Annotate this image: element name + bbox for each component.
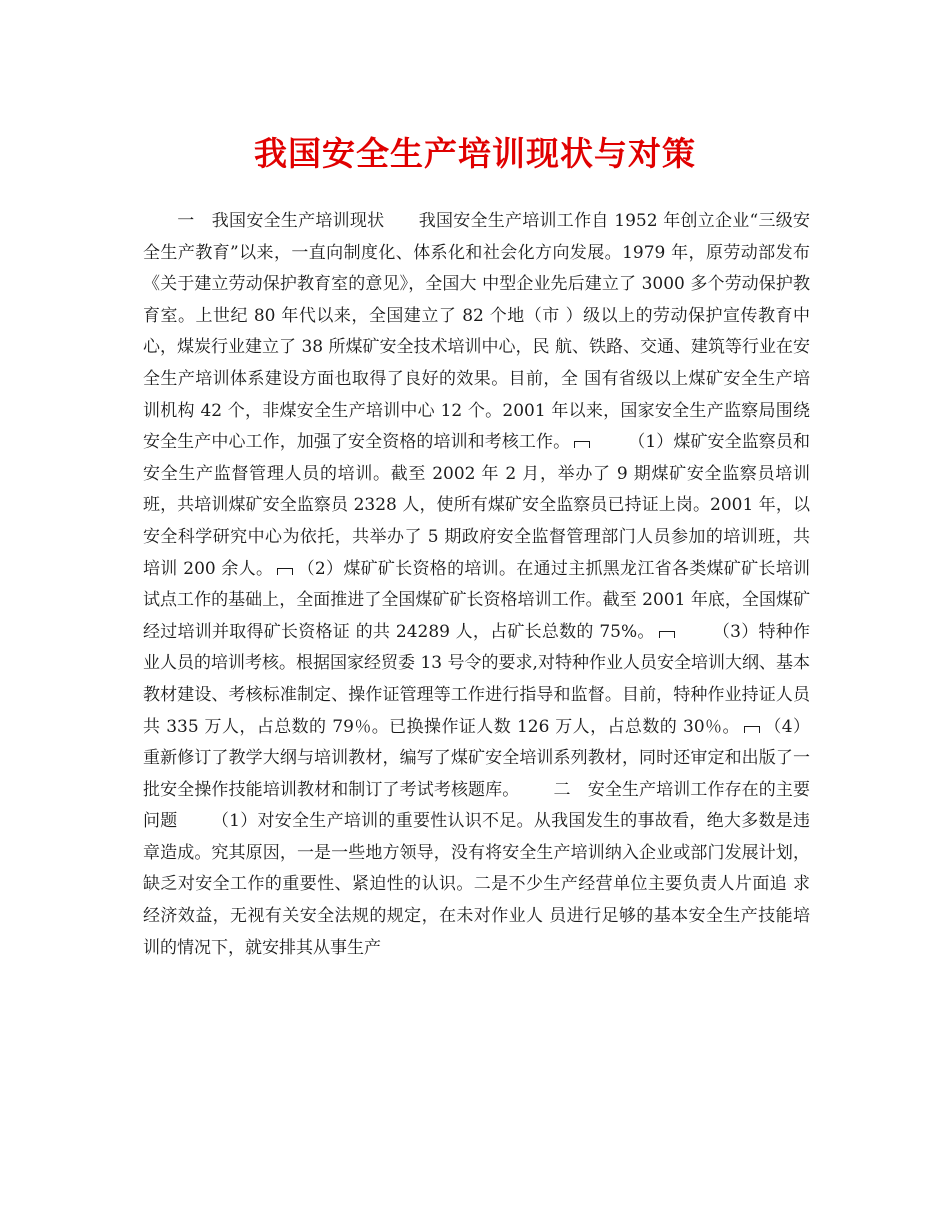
paragraph-mark-icon	[574, 441, 590, 448]
section-heading-1: 一 我国安全生产培训现状	[177, 211, 385, 231]
paragraph-6: （1）对安全生产培训的重要性认识不足。从我国发生的事故看，绝大多数是违章造成。究其原因，一是一些地方领导，没有将安全生产培训纳入企业或部门发展计划，缺乏对安全工作的重要性、紧迫性的认识。二是不少生产经营单位主要负责人片面追 求经济效益，无视有关安全法规的规定，在未对作业人 员进行足够的基本安全生产技能培训的情况下，就安排其从事生产	[143, 811, 810, 958]
paragraph-mark-icon	[277, 568, 293, 575]
paragraph-2: （1）煤矿安全监察员和安全生产监督管理人员的培训。截至 2002 年 2 月，举办了 9 期煤矿安全监察员培训班，共培训煤矿安全监察员 2328 人，使所有煤矿安全监察员已持证上岗。2001 年，以安全科学研究中心为依托，共举办了 5 期政府安全监督管理部门人员参加的培训班，共培训 200 余人。	[143, 432, 810, 579]
paragraph-5: （4）重新修订了教学大纲与培训教材，编写了煤矿安全培训系列教材，同时还审定和出版了一批安全操作技能培训教材和制订了考试考核题库。	[143, 716, 810, 800]
paragraph-mark-icon	[659, 631, 675, 638]
document-body	[143, 206, 810, 964]
document-title: 我国安全生产培训现状与对策	[254, 134, 696, 173]
section-heading-2: 二 安全生产培训工作存在的主要问题	[143, 779, 811, 832]
paragraph-3: （2）煤矿矿长资格的培训。在通过主抓黑龙江省各类煤矿矿长培训试点工作的基础上，全面推进了全国煤矿矿长资格培训工作。截至 2001 年底，全国煤矿经过培训并取得矿长资格证 的共 24289 人，占矿长总数的 75%。	[143, 558, 810, 642]
paragraph-4: （3）特种作业人员的培训考核。根据国家经贸委 13 号令的要求,对特种作业人员安全培训大纲、基本教材建设、考核标准制定、操作证管理等工作进行指导和监督。目前，特种作业持证人员共 335 万人，占总数的 79％。已换操作证人数 126 万人，占总数的 30％。	[143, 621, 810, 737]
paragraph-1: 我国安全生产培训工作自 1952 年创立企业“三级安全生产教育”以来，一直向制度化、体系化和社会化方向发展。1979 年，原劳动部发布《关于建立劳动保护教育室的意见》，全国大 中型企业先后建立了 3000 多个劳动保护教育室。上世纪 80 年代以来，全国建立了 82 个地（市 ）级以上的劳动保护宣传教育中心，煤炭行业建立了 38 所煤矿安全技术培训中心，民 航、铁路、交通、建筑等行业在安全生产培训体系建设方面也取得了良好的效果。目前，全 国有省级以上煤矿安全生产培训机构 42 个，非煤安全生产培训中心 12 个。2001 年以来，国家安全生产监察局围绕安全生产中心工作，加强了安全资格的培训和考核工作。	[143, 211, 811, 453]
paragraph-mark-icon	[744, 726, 760, 733]
